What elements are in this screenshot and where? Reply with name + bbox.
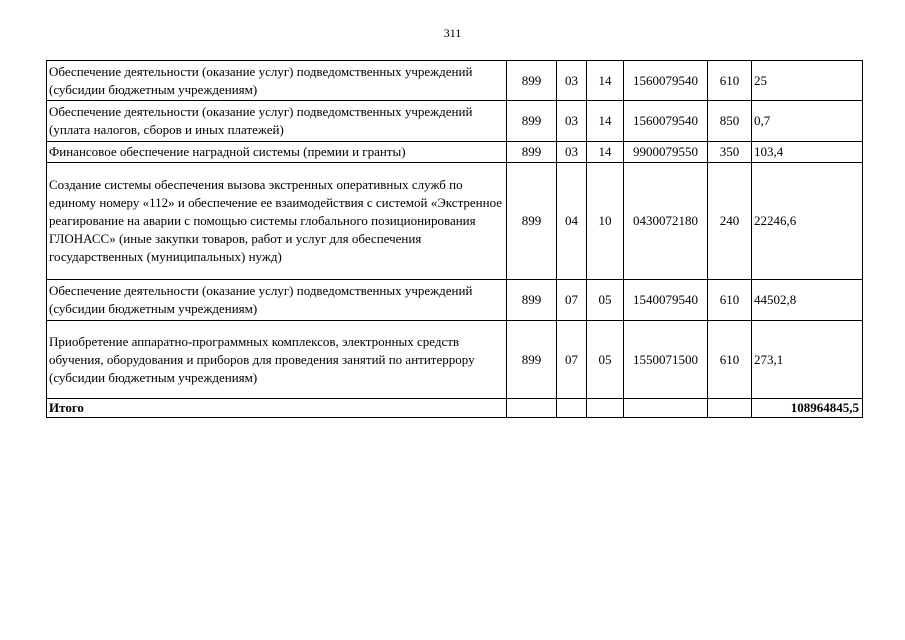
section-code: 07 [557, 280, 587, 321]
target-code: 9900079550 [624, 142, 708, 163]
row-name: Создание системы обеспечения вызова экстренных оперативных служб по единому номеру «112» и обеспечение ее взаимодействия с системой «Экстренное реагирование на аварии с помощью системы глобального позиционирования ГЛОНАСС» (иные закупки товаров, работ и услуг для обеспечения государственных (муниципальных) нужд) [47, 163, 507, 280]
expense-type-code: 610 [708, 321, 752, 399]
ministry-code: 899 [507, 142, 557, 163]
target-code: 1560079540 [624, 101, 708, 142]
target-code: 1550071500 [624, 321, 708, 399]
ministry-code: 899 [507, 163, 557, 280]
expense-type-code: 610 [708, 280, 752, 321]
section-code: 07 [557, 321, 587, 399]
table-row [47, 101, 863, 142]
amount: 273,1 [752, 321, 863, 399]
target-code: 1560079540 [624, 61, 708, 101]
total-row [47, 399, 863, 418]
expense-type-code: 240 [708, 163, 752, 280]
row-name: Приобретение аппаратно-программных комплексов, электронных средств обучения, оборудования и приборов для проведения занятий по антитеррору (субсидии бюджетным учреждениям) [47, 321, 507, 399]
table-row [47, 142, 863, 163]
ministry-code: 899 [507, 101, 557, 142]
target-code: 1540079540 [624, 280, 708, 321]
ministry-code: 899 [507, 61, 557, 101]
expense-type-code: 850 [708, 101, 752, 142]
amount: 25 [752, 61, 863, 101]
total-label: Итого [47, 399, 507, 418]
budget-table [46, 60, 863, 418]
empty-cell [507, 399, 557, 418]
empty-cell [587, 399, 624, 418]
table-row [47, 280, 863, 321]
row-name: Обеспечение деятельности (оказание услуг) подведомственных учреждений (субсидии бюджетным учреждениям) [47, 280, 507, 321]
section-code: 03 [557, 101, 587, 142]
amount: 0,7 [752, 101, 863, 142]
empty-cell [624, 399, 708, 418]
section-code: 04 [557, 163, 587, 280]
table-row [47, 163, 863, 280]
amount: 44502,8 [752, 280, 863, 321]
row-name: Финансовое обеспечение наградной системы (премии и гранты) [47, 142, 507, 163]
subsection-code: 14 [587, 101, 624, 142]
subsection-code: 14 [587, 61, 624, 101]
subsection-code: 05 [587, 321, 624, 399]
amount: 22246,6 [752, 163, 863, 280]
ministry-code: 899 [507, 280, 557, 321]
subsection-code: 05 [587, 280, 624, 321]
expense-type-code: 610 [708, 61, 752, 101]
row-name: Обеспечение деятельности (оказание услуг) подведомственных учреждений (субсидии бюджетным учреждениям) [47, 61, 507, 101]
amount: 103,4 [752, 142, 863, 163]
section-code: 03 [557, 142, 587, 163]
empty-cell [557, 399, 587, 418]
subsection-code: 10 [587, 163, 624, 280]
expense-type-code: 350 [708, 142, 752, 163]
total-amount: 108964845,5 [752, 399, 863, 418]
subsection-code: 14 [587, 142, 624, 163]
page-number: 311 [443, 26, 462, 40]
ministry-code: 899 [507, 321, 557, 399]
section-code: 03 [557, 61, 587, 101]
row-name: Обеспечение деятельности (оказание услуг) подведомственных учреждений (уплата налогов, сборов и иных платежей) [47, 101, 507, 142]
target-code: 0430072180 [624, 163, 708, 280]
table-row [47, 321, 863, 399]
empty-cell [708, 399, 752, 418]
table-row [47, 61, 863, 101]
